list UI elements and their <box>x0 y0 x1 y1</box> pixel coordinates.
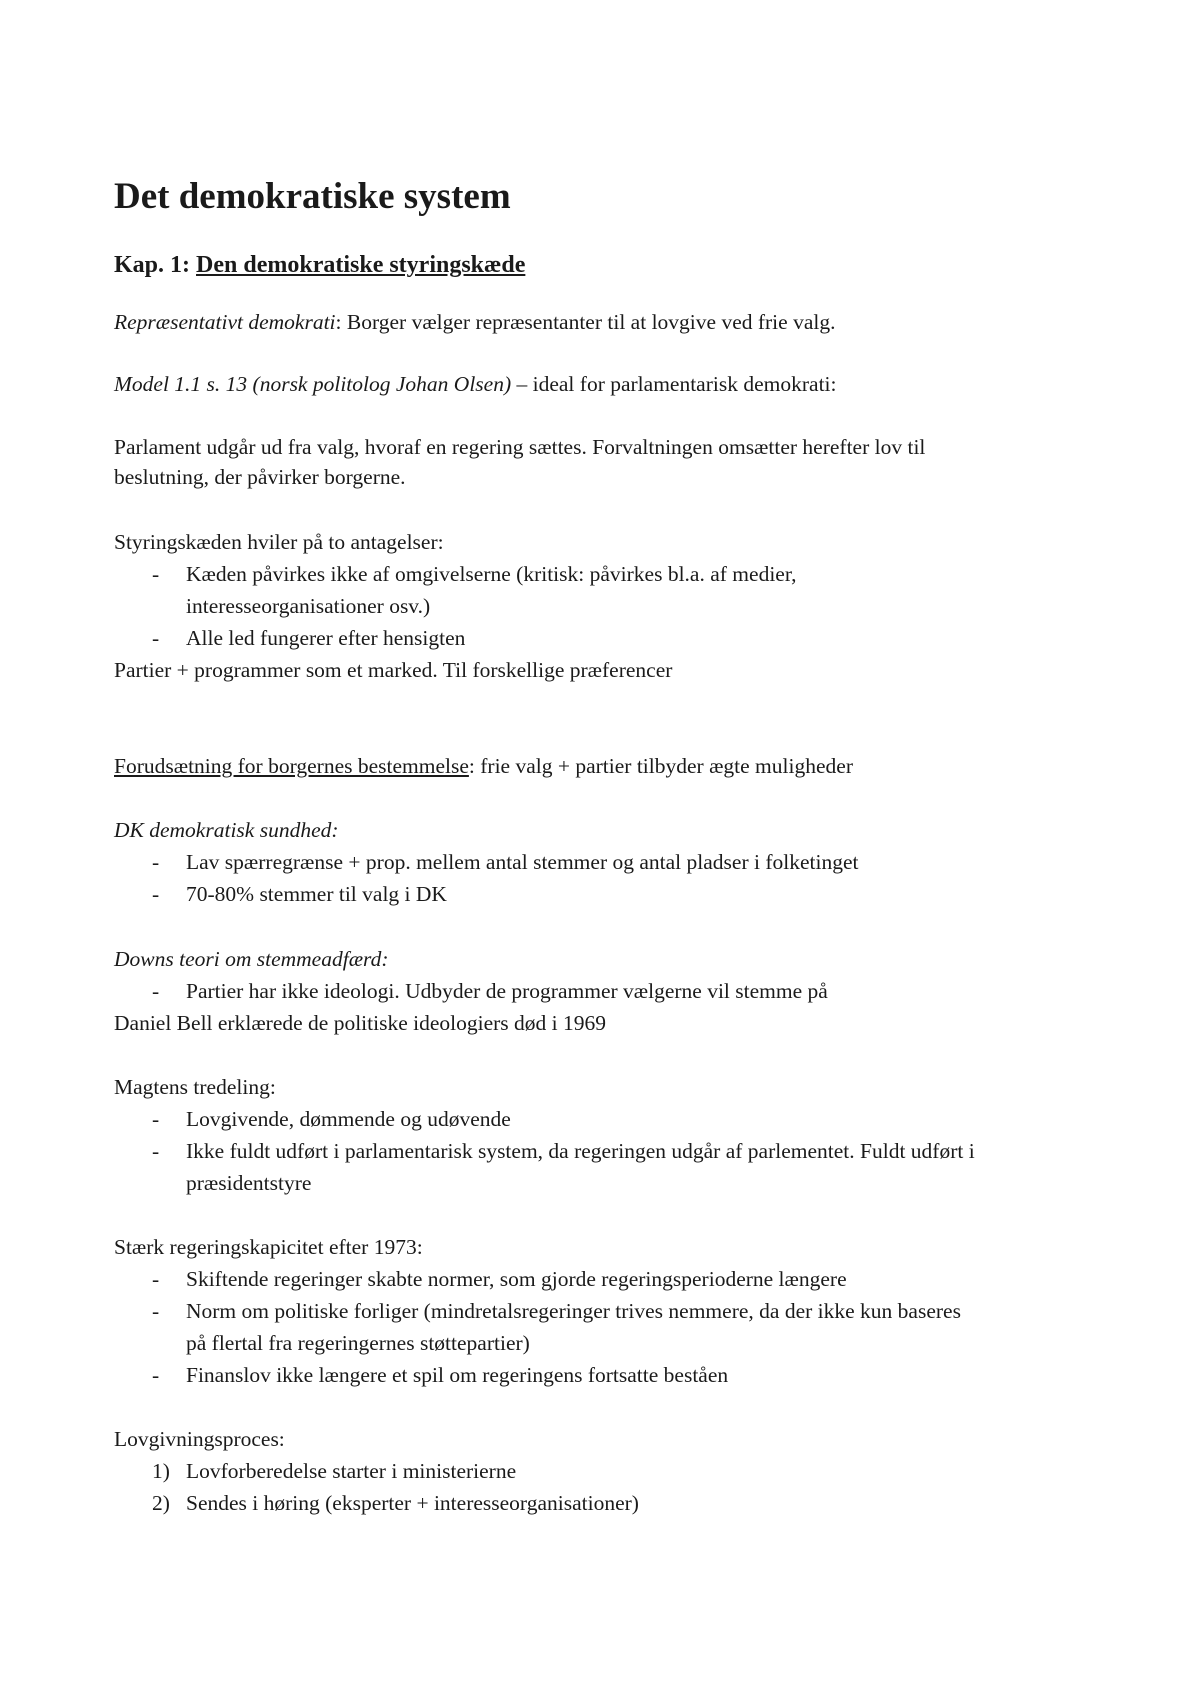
magt-item1: Lovgivende, dømmende og udøvende <box>186 1107 511 1131</box>
list-bullet: - <box>152 1363 160 1387</box>
term-forud: Forudsætning for borgernes bestemmelse <box>114 754 469 778</box>
list-number: 2) <box>152 1491 170 1515</box>
staerk-item3: Finanslov ikke længere et spil om regeringens fortsatte beståen <box>186 1363 729 1387</box>
lov-heading: Lovgivningsproces: <box>114 1427 285 1451</box>
dk-item1: Lav spærregrænse + prop. mellem antal stemmer og antal pladser i folketinget <box>186 850 859 874</box>
list-bullet: - <box>152 626 160 650</box>
list-bullet: - <box>152 1139 160 1163</box>
paragraph-parlament-line2: beslutning, der påvirker borgerne. <box>114 465 406 489</box>
staerk-heading: Stærk regeringskapicitet efter 1973: <box>114 1235 423 1259</box>
list-bullet: - <box>152 882 160 906</box>
staerk-item2-line2: på flertal fra regeringernes støttepartier) <box>186 1331 530 1355</box>
paragraph-repr <box>114 307 835 337</box>
chapter-heading <box>114 249 525 281</box>
staerk-item2-line1: Norm om politiske forliger (mindretalsregeringer trives nemmere, da der ikke kun baseres <box>186 1299 961 1323</box>
text-repr: : Borger vælger repræsentanter til at lovgive ved frie valg. <box>335 310 836 334</box>
paragraph-model <box>114 369 837 399</box>
chapter-separator: : <box>182 252 197 278</box>
paragraph-parlament-line1: Parlament udgår ud fra valg, hvoraf en regering sættes. Forvaltningen omsætter herefter lov til <box>114 435 926 459</box>
downs-after: Daniel Bell erklærede de politiske ideologiers død i 1969 <box>114 1011 607 1035</box>
styring-item1-line2: interesseorganisationer osv.) <box>186 594 431 618</box>
magt-item2-line1: Ikke fuldt udført i parlamentarisk system, da regeringen udgår af parlementet. Fuldt udført i <box>186 1139 975 1163</box>
dk-item2: 70-80% stemmer til valg i DK <box>186 882 447 906</box>
downs-item1: Partier har ikke ideologi. Udbyder de programmer vælgerne vil stemme på <box>186 979 828 1003</box>
text-model: – ideal for parlamentarisk demokrati: <box>511 372 837 396</box>
styring-item2: Alle led fungerer efter hensigten <box>186 626 466 650</box>
list-number: 1) <box>152 1459 170 1483</box>
term-repr: Repræsentativt demokrati <box>114 310 336 334</box>
text-forud: : frie valg + partier tilbyder ægte muligheder <box>468 754 853 778</box>
list-bullet: - <box>152 1267 160 1291</box>
term-model: Model 1.1 s. 13 (norsk politolog Johan Olsen) <box>114 372 512 396</box>
magt-item2-line2: præsidentstyre <box>186 1171 312 1195</box>
chapter-title: Den demokratiske styringskæde <box>196 252 526 278</box>
list-bullet: - <box>152 850 160 874</box>
lov-item2: Sendes i høring (eksperter + interesseorganisationer) <box>186 1491 639 1515</box>
styring-item1-line1: Kæden påvirkes ikke af omgivelserne (kritisk: påvirkes bl.a. af medier, <box>186 562 797 586</box>
list-bullet: - <box>152 1299 160 1323</box>
page-title: Det demokratiske system <box>114 176 511 217</box>
styring-after: Partier + programmer som et marked. Til forskellige præferencer <box>114 658 673 682</box>
list-bullet: - <box>152 1107 160 1131</box>
staerk-item1: Skiftende regeringer skabte normer, som gjorde regeringsperioderne længere <box>186 1267 847 1291</box>
magt-heading: Magtens tredeling: <box>114 1075 276 1099</box>
lov-item1: Lovforberedelse starter i ministerierne <box>186 1459 517 1483</box>
dk-heading: DK demokratisk sundhed: <box>114 818 339 842</box>
list-bullet: - <box>152 562 160 586</box>
list-bullet: - <box>152 979 160 1003</box>
downs-heading: Downs teori om stemmeadfærd: <box>114 947 389 971</box>
chapter-label: Kap. 1 <box>114 252 183 278</box>
paragraph-forud <box>114 751 853 781</box>
styring-heading: Styringskæden hviler på to antagelser: <box>114 530 444 554</box>
